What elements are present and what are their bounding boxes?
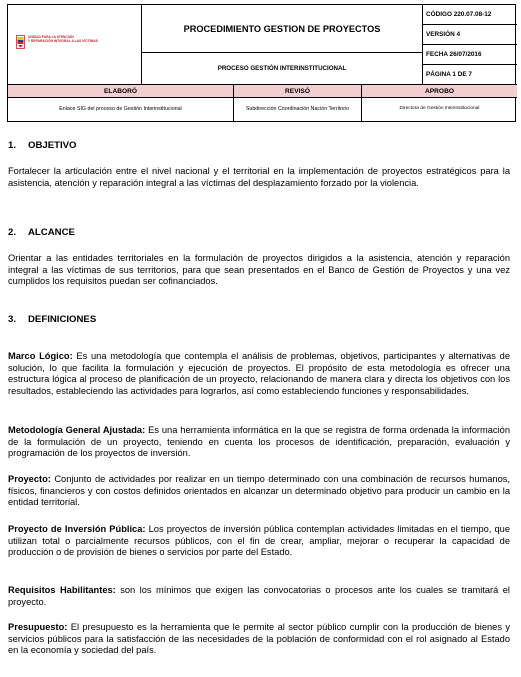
section-number: 2. — [8, 227, 17, 238]
value-elaboro: Enlace SIG del proceso de Gestión Interinstitucional — [8, 98, 234, 121]
definition-text: son los mínimos que exigen las convocatorias o procesos ante los cuales se tramitará el proyecto. — [8, 585, 510, 607]
organization-logo — [14, 33, 138, 55]
section-heading-definiciones — [8, 314, 96, 325]
process-subtitle: PROCESO GESTIÓN INTERINSTITUCIONAL — [142, 53, 423, 85]
objetivo-paragraph: Fortalecer la articulación entre el nivel nacional y el territorial en la implementación de proyectos estratégicos para la asistencia, atención y reparación integral a las víctimas del desplazamiento forzado por la violencia. — [8, 166, 510, 188]
section-title: ALCANCE — [28, 227, 75, 238]
colombia-seal-icon — [16, 35, 25, 49]
logo-cell — [8, 5, 142, 85]
definition-text: Conjunto de actividades por realizar en un tiempo determinado con una combinación de recursos humanos, físicos, financieros y con costos definidos orientados en alcanzar un determinado objetivo para producir un cambio en la entidad territorial. — [8, 474, 510, 507]
column-aprobo: APROBO — [362, 85, 517, 98]
definition-text: Es una herramienta informática en la que se registra de forma ordenada la información de la formulación de un proyecto, teniendo en cuenta los procesos de identificación, preparación, evaluación y programación de los proyectos de inversión. — [8, 425, 510, 458]
definition-term: Proyecto: — [8, 474, 51, 484]
document-header-table — [7, 4, 516, 122]
value-reviso: Subdirección Coordinación Nación Territorio — [234, 98, 362, 121]
procedure-title: PROCEDIMIENTO GESTION DE PROYECTOS — [142, 5, 423, 53]
document-code: CÓDIGO 220.07.08-12 — [423, 5, 517, 25]
logo-line-2: Y REPARACIÓN INTEGRAL A LAS VÍCTIMAS — [28, 39, 98, 44]
definition-metodologia — [8, 425, 510, 460]
document-version: VERSIÓN 4 — [423, 25, 517, 45]
definition-term: Marco Lógico: — [8, 351, 73, 361]
logo-line-1: UNIDAD PARA LA ATENCIÓN — [28, 35, 74, 39]
definition-term: Metodología General Ajustada: — [8, 425, 146, 435]
definition-term: Presupuesto: — [8, 622, 68, 632]
logo-text — [28, 35, 98, 44]
section-title: DEFINICIONES — [28, 314, 97, 325]
page-number: PÁGINA 1 DE 7 — [423, 65, 517, 85]
definition-marco-logico — [8, 351, 510, 397]
definition-text: El presupuesto es la herramienta que le permite al sector público cumplir con la producción de bienes y servicios públicos para la satisfacción de las necesidades de la población de conformidad con el rol asignado al Estado en la economía y sociedad del país. — [8, 622, 510, 655]
definition-proyecto — [8, 474, 510, 509]
alcance-paragraph: Orientar a las entidades territoriales en la formulación de proyectos dirigidos a la asistencia, atención y reparación integral a las víctimas de sus territorios, para que sean presentados en el Banco de Gestión de Proyectos y una vez cumplidos los requisitos puedan ser cofinanciados. — [8, 253, 510, 286]
document-date: FECHA 26/07/2016 — [423, 45, 517, 65]
definition-term: Requisitos Habilitantes: — [8, 585, 116, 595]
definition-requisitos — [8, 585, 510, 608]
definition-term: Proyecto de Inversión Pública: — [8, 524, 146, 534]
definition-text: Los proyectos de inversión pública contemplan actividades limitadas en el tiempo, que utilizan total o parcialmente recursos públicos, con el fin de crear, ampliar, mejorar o recuperar la capacidad de producción o de provisión de bienes o servicios por parte del Estado. — [8, 524, 510, 557]
definition-proyecto-inversion — [8, 524, 510, 559]
column-elaboro: ELABORÓ — [8, 85, 234, 98]
definition-text: Es una metodología que contempla el análisis de problemas, objetivos, participantes y alternativas de solución, lo que facilita la formulación y ejecución de proyectos. El propósito de esta metodología es ofrecer una estructura lógica al proceso de planificación de un proyecto, relacionando de manera clara y directa los objetivos con los resultados, estableciendo las actividades para lograrlos, así como estableciendo funciones y responsabilidades. — [8, 351, 510, 396]
section-title: OBJETIVO — [28, 140, 77, 151]
value-aprobo: Directora de Gestión Interinstitucional — [399, 106, 480, 112]
section-number: 1. — [8, 140, 17, 151]
section-heading-objetivo — [8, 140, 77, 151]
section-number: 3. — [8, 314, 17, 325]
column-reviso: REVISÓ — [234, 85, 362, 98]
section-heading-alcance — [8, 227, 75, 238]
definition-presupuesto — [8, 622, 510, 657]
